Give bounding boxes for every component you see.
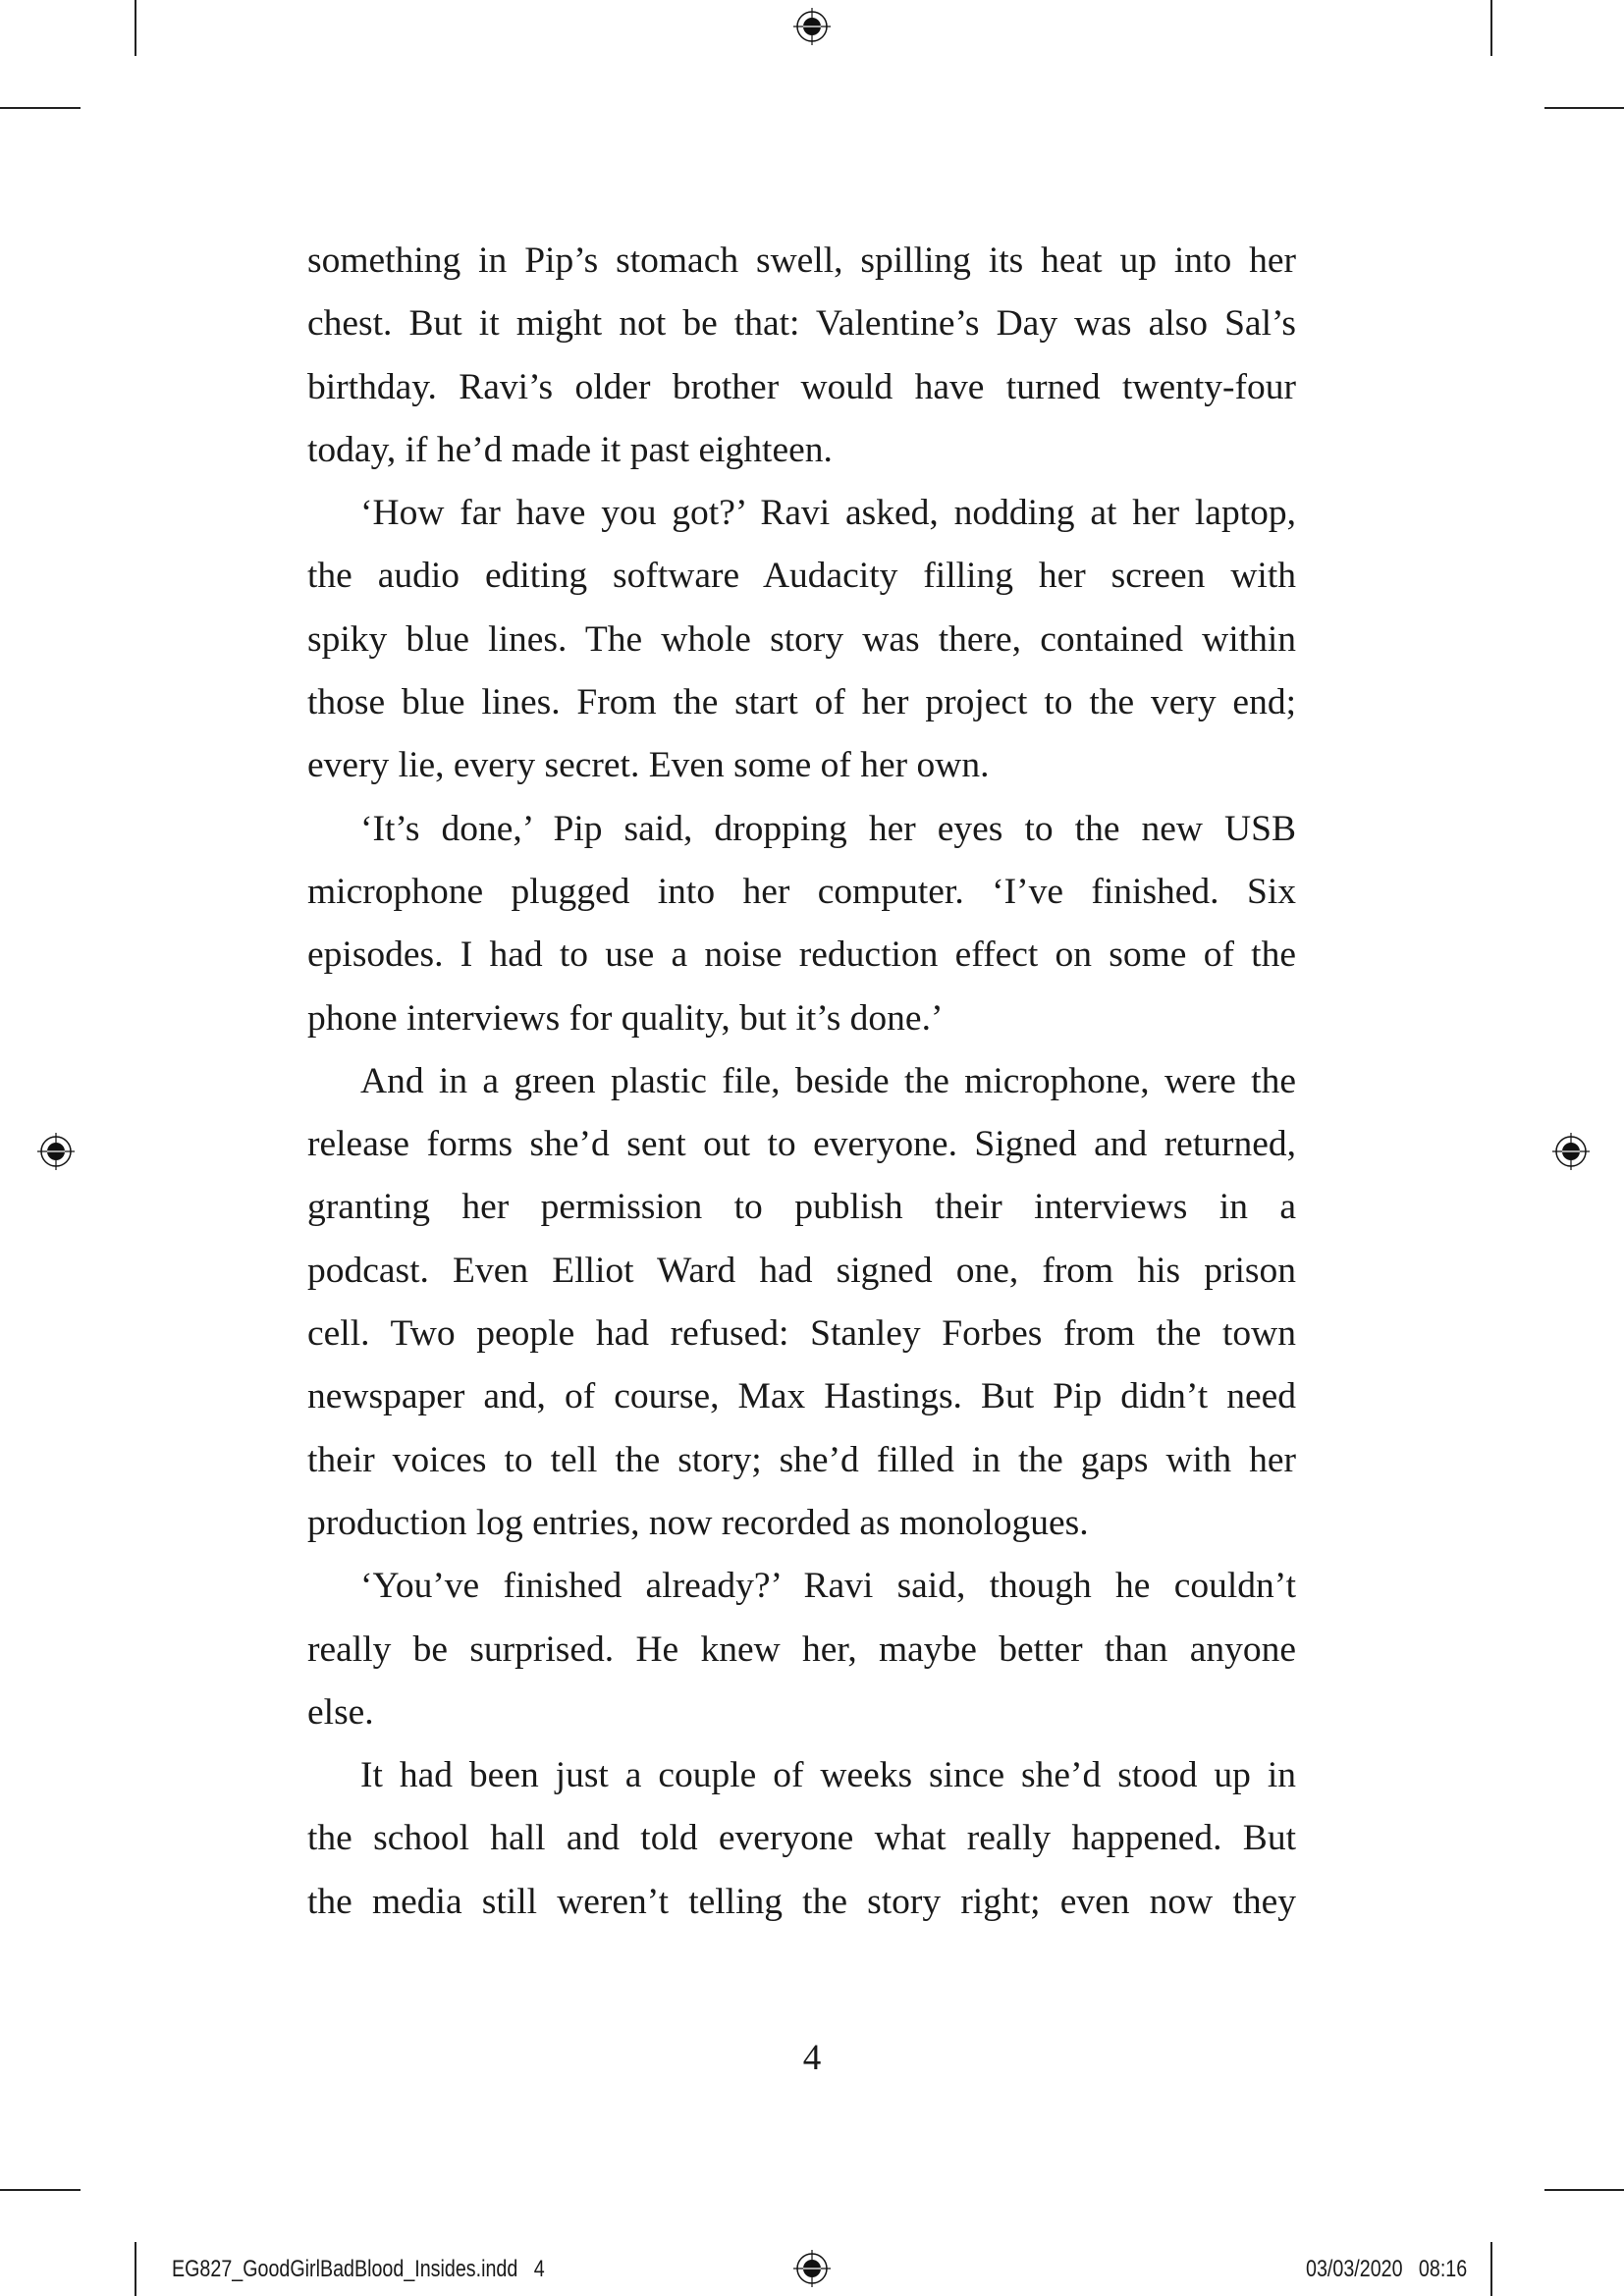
registration-mark-icon <box>1551 1132 1591 1171</box>
text-line: every lie, every secret. Even some of her own. <box>307 745 990 786</box>
slug-filename: EG827_GoodGirlBadBlood_Insides.indd 4 <box>172 2256 545 2282</box>
text-line: chest. But it might not be that: Valentine’s Day was also Sal’s <box>307 303 1296 345</box>
crop-mark <box>0 2189 81 2191</box>
text-line: something in Pip’s stomach swell, spilling its heat up into her <box>307 240 1296 281</box>
text-line: newspaper and, of course, Max Hastings. But Pip didn’t need <box>307 1376 1296 1417</box>
text-line: It had been just a couple of weeks since she’d stood up in <box>360 1755 1296 1796</box>
text-line: really be surprised. He knew her, maybe better than anyone <box>307 1629 1296 1670</box>
text-line: birthday. Ravi’s older brother would have turned twenty-four <box>307 366 1296 407</box>
text-line: their voices to tell the story; she’d filled in the gaps with her <box>307 1439 1296 1480</box>
text-line: ‘It’s done,’ Pip said, dropping her eyes to the new USB <box>360 808 1296 849</box>
slug-datetime: 03/03/2020 08:16 <box>1305 2256 1467 2282</box>
crop-mark <box>1490 2242 1492 2296</box>
crop-mark <box>1490 0 1492 56</box>
registration-mark-icon <box>36 1132 76 1171</box>
text-line: production log entries, now recorded as monologues. <box>307 1502 1089 1543</box>
crop-mark <box>135 0 136 56</box>
text-line: the school hall and told everyone what really happened. But <box>307 1818 1296 1859</box>
text-line: spiky blue lines. The whole story was there, contained within <box>307 618 1296 660</box>
paragraph <box>307 482 1296 797</box>
text-line: ‘You’ve finished already?’ Ravi said, though he couldn’t <box>360 1566 1296 1607</box>
text-line: today, if he’d made it past eighteen. <box>307 429 833 470</box>
text-line: release forms she’d sent out to everyone. Signed and returned, <box>307 1124 1296 1165</box>
registration-mark-icon <box>792 2249 832 2288</box>
crop-mark <box>1544 107 1624 109</box>
text-line: podcast. Even Elliot Ward had signed one, from his prison <box>307 1250 1296 1291</box>
text-line: the audio editing software Audacity filling her screen with <box>307 556 1296 597</box>
paragraph <box>307 1050 1296 1555</box>
paragraph <box>307 798 1296 1050</box>
text-line: cell. Two people had refused: Stanley Forbes from the town <box>307 1313 1296 1355</box>
text-line: the media still weren’t telling the story right; even now they <box>307 1881 1296 1922</box>
text-line: phone interviews for quality, but it’s done.’ <box>307 997 944 1039</box>
text-line: those blue lines. From the start of her project to the very end; <box>307 682 1296 723</box>
paragraph <box>307 1555 1296 1744</box>
text-line: microphone plugged into her computer. ‘I’ve finished. Six <box>307 871 1296 912</box>
body-text <box>307 230 1296 1934</box>
text-line: granting her permission to publish their interviews in a <box>307 1187 1296 1228</box>
crop-mark <box>1544 2189 1624 2191</box>
text-line: else. <box>307 1691 374 1733</box>
crop-mark <box>135 2242 136 2296</box>
paragraph <box>307 230 1296 482</box>
paragraph <box>307 1744 1296 1934</box>
page-number: 4 <box>802 2038 822 2078</box>
registration-mark-icon <box>792 7 832 46</box>
text-line: And in a green plastic file, beside the microphone, were the <box>360 1060 1296 1101</box>
text-line: ‘How far have you got?’ Ravi asked, nodding at her laptop, <box>360 493 1296 534</box>
crop-mark <box>0 107 81 109</box>
text-line: episodes. I had to use a noise reduction effect on some of the <box>307 934 1296 976</box>
